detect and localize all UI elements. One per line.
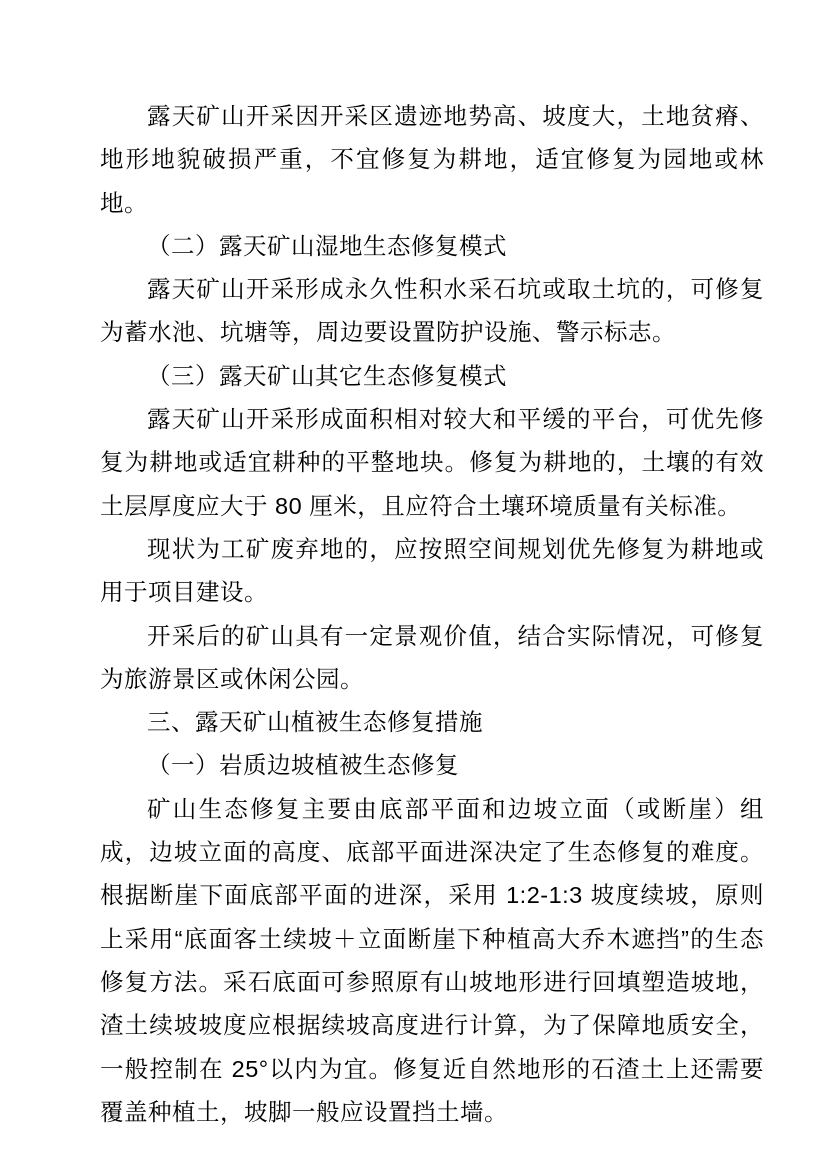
paragraph: 露天矿山开采形成永久性积水采石坑或取土坑的，可修复为蓄水池、坑塘等，周边要设置防护设施、警示标志。 [100, 276, 764, 346]
section-heading: 三、露天矿山植被生态修复措施 [147, 709, 483, 736]
paragraph: 现状为工矿废弃地的，应按照空间规划优先修复为耕地或用于项目建设。 [100, 535, 764, 606]
section-heading: （二）露天矿山湿地生态修复模式 [147, 232, 507, 259]
paragraph: 露天矿山开采因开采区遗迹地势高、坡度大，土地贫瘠、地形地貌破损严重，不宜修复为耕地，适宜修复为园地或林地。 [100, 103, 764, 216]
paragraph: 开采后的矿山具有一定景观价值，结合实际情况，可修复为旅游景区或休闲公园。 [100, 622, 764, 692]
section-heading: （一）岩质边坡植被生态修复 [147, 752, 459, 779]
section-heading: （三）露天矿山其它生态修复模式 [147, 362, 507, 389]
document-body [100, 95, 764, 1134]
paragraph: 露天矿山开采形成面积相对较大和平缓的平台，可优先修复为耕地或适宜耕种的平整地块。修复为耕地的，土壤的有效土层厚度应大于 80 厘米，且应符合土壤环境质量有关标准。 [100, 406, 764, 519]
paragraph: 矿山生态修复主要由底部平面和边坡立面（或断崖）组成，边坡立面的高度、底部平面进深决定了生态修复的难度。根据断崖下面底部平面的进深，采用 1:2-1:3 坡度续坡，原则上采用“底面客土续坡＋立面断崖下种植高大乔木遮挡”的生态修复方法。采石底面可参照原有山坡地形进行回填塑造坡地，渣土续坡坡度应根据续坡高度进行计算，为了保障地质安全，一般控制在 25°以内为宜。修复近自然地形的石渣土上还需要覆盖种植土，坡脚一般应设置挡土墙。 [100, 795, 764, 1125]
